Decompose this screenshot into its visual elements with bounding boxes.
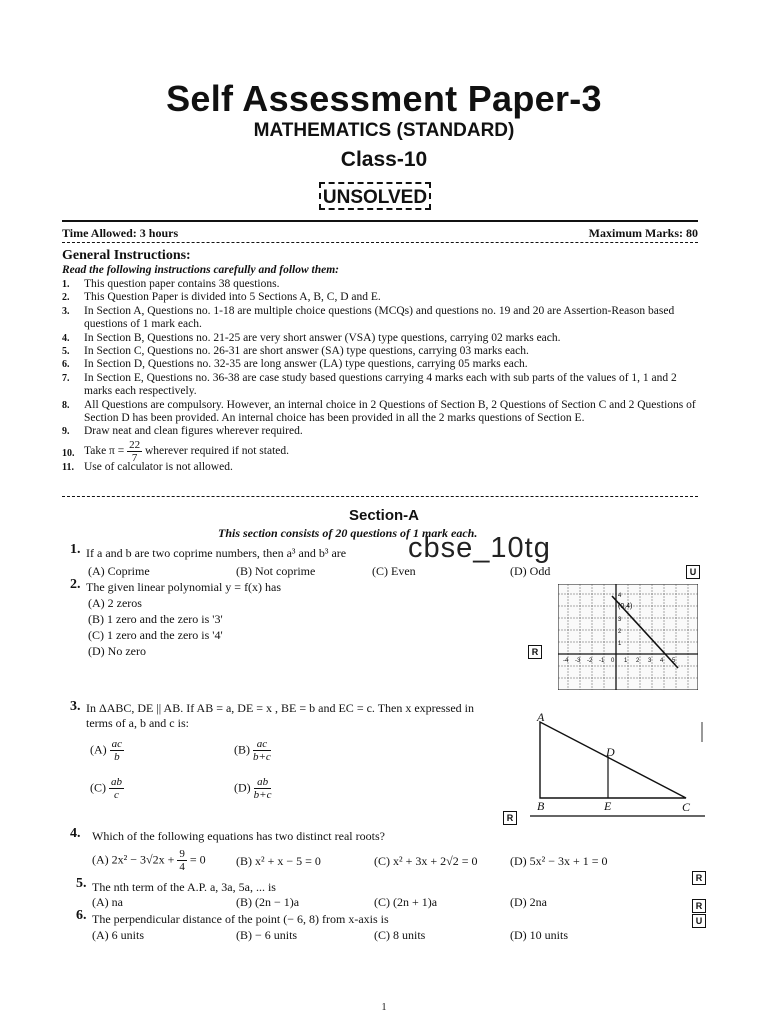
instruction-item: 5. In Section C, Questions no. 26-31 are short answer (SA) type questions, carrying 03 marks each. xyxy=(62,345,529,358)
option: (B) $\frac{ac}{b+c}$ xyxy=(234,738,271,763)
y-tick: 2 xyxy=(618,629,622,635)
x-tick: 3 xyxy=(648,658,652,664)
instructions-heading: General Instructions: xyxy=(62,248,191,263)
difficulty-tag: R xyxy=(692,899,706,913)
instructions-list xyxy=(62,278,698,474)
question-text: If a and b are two coprime numbers, then a³ and b³ are xyxy=(86,546,347,560)
question-number: 5. xyxy=(76,876,87,891)
instruction-item: 6. In Section D, Questions no. 32-35 are long answer (LA) type questions, carrying 05 marks each. xyxy=(62,358,528,371)
option: (D) Odd xyxy=(510,564,551,578)
option: (A) 6 units xyxy=(92,928,144,942)
option: (B) − 6 units xyxy=(236,928,298,942)
option: (A) 2x² − 3√2x + $\frac{9}{4}$ = 0 xyxy=(92,848,206,873)
question-number: 2. xyxy=(70,577,81,592)
option: (A) Coprime xyxy=(88,564,150,578)
x-tick: 0 xyxy=(611,658,615,664)
x-tick: 1 xyxy=(624,658,628,664)
y-tick: 1 xyxy=(618,641,622,647)
difficulty-tag: R xyxy=(692,871,706,885)
instruction-item: 9. Draw neat and clean figures wherever required. xyxy=(62,425,303,438)
difficulty-tag: R xyxy=(503,811,517,825)
vertex-c-label: C xyxy=(682,800,691,814)
option: (D) $\frac{ab}{b+c}$ xyxy=(234,776,272,801)
option: (C) $\frac{ab}{c}$ xyxy=(90,776,122,801)
question-number: 6. xyxy=(76,908,87,923)
option: (A) na xyxy=(92,895,123,909)
section-subtitle: This section consists of 20 questions of 1 mark each. xyxy=(218,526,478,540)
page-number: 1 xyxy=(381,1002,387,1013)
instruction-item: 7. In Section E, Questions no. 36-38 are case study based questions carrying 4 marks each with sub parts of the values of 1, 1 and 2 marks each respectively. xyxy=(62,371,677,398)
option: (A) $\frac{ac}{b}$ xyxy=(90,738,123,763)
option: (B) 1 zero and the zero is '3' xyxy=(88,612,223,626)
option: (D) 5x² − 3x + 1 = 0 xyxy=(510,854,608,868)
subject-title: MATHEMATICS (STANDARD) xyxy=(253,120,515,141)
y-tick: 4 xyxy=(618,593,622,599)
instructions-divider xyxy=(62,496,698,497)
x-tick: -4 xyxy=(563,658,569,664)
question-text: The given linear polynomial y = f(x) has xyxy=(86,580,282,594)
x-tick: -3 xyxy=(575,658,581,664)
difficulty-tag: U xyxy=(692,914,706,928)
option: (B) Not coprime xyxy=(236,564,316,578)
instruction-item: 4. In Section B, Questions no. 21-25 are very short answer (VSA) type questions, carrying 02 marks each. xyxy=(62,331,561,344)
question-text: In ΔABC, DE || AB. If AB = a, DE = x , BE = b and EC = c. Then x expressed in xyxy=(86,701,474,715)
question-number: 1. xyxy=(70,542,81,557)
question-text: The nth term of the A.P. a, 3a, 5a, ... is xyxy=(92,880,276,894)
option: (D) 10 units xyxy=(510,928,568,942)
pi-fraction: $\frac{22}{7}$ xyxy=(129,438,141,464)
header-rule xyxy=(62,220,698,222)
unsolved-badge: UNSOLVED xyxy=(319,182,431,210)
x-tick: 4 xyxy=(660,658,664,664)
option: (A) 2 zeros xyxy=(88,596,142,610)
triangle-figure xyxy=(530,712,705,824)
question-text: terms of a, b and c is: xyxy=(86,716,189,730)
x-tick: -1 xyxy=(599,658,605,664)
x-tick: -2 xyxy=(587,658,593,664)
instruction-item: 2. This Question Paper is divided into 5 Sections A, B, C, D and E. xyxy=(62,291,381,304)
question-text: Which of the following equations has two distinct real roots? xyxy=(92,829,385,843)
difficulty-tag: U xyxy=(686,565,700,579)
x-tick: 5 xyxy=(672,658,676,664)
instruction-item: 3. In Section A, Questions no. 1-18 are multiple choice questions (MCQs) and questions no. 19 and 20 are Assertion-Reason based questions of 1 mark each. xyxy=(62,304,675,331)
section-title: Section-A xyxy=(348,507,419,524)
time-allowed: Time Allowed: 3 hours xyxy=(62,226,179,240)
point-d-label: D xyxy=(606,745,615,759)
instruction-item: 11. Use of calculator is not allowed. xyxy=(62,460,233,473)
point-label: (0,4) xyxy=(618,603,633,610)
option: (D) No zero xyxy=(88,644,146,658)
instruction-item: 10. Take π = $\frac{22}{7}$ wherever required if not stated. xyxy=(62,438,289,464)
vertex-b-label: B xyxy=(537,799,545,813)
paper-title: Self Assessment Paper-3 xyxy=(166,78,602,119)
vertex-a-label: A xyxy=(537,712,545,724)
meta-divider xyxy=(62,242,698,243)
max-marks: Maximum Marks: 80 xyxy=(588,226,698,240)
instructions-lead: Read the following instructions carefully and follow them: xyxy=(62,264,339,276)
question-number: 3. xyxy=(70,699,81,714)
question-text: The perpendicular distance of the point (− 6, 8) from x-axis is xyxy=(92,912,389,926)
class-label: Class-10 xyxy=(340,148,428,171)
instruction-item: 8. All Questions are compulsory. However, an internal choice in 2 Questions of Section B, 2 Questions of Section C and 2 Questions of Section D has been provided. An internal choice has been provided in all the 2 marks questions of Section E. xyxy=(62,398,696,425)
point-e-label: E xyxy=(604,799,612,813)
option: (D) 2na xyxy=(510,895,547,909)
polynomial-graph xyxy=(558,584,698,690)
option: (C) x² + 3x + 2√2 = 0 xyxy=(374,854,478,868)
option: (C) Even xyxy=(372,564,416,578)
option: (B) x² + x − 5 = 0 xyxy=(236,854,321,868)
option: (C) (2n + 1)a xyxy=(374,895,438,909)
watermark: cbse_10tg xyxy=(408,532,551,564)
instruction-item: 1. This question paper contains 38 questions. xyxy=(62,278,280,290)
question-number: 4. xyxy=(70,826,81,841)
y-tick: 3 xyxy=(618,617,622,623)
x-tick: 2 xyxy=(636,658,640,664)
option: (C) 8 units xyxy=(374,928,426,942)
option: (B) (2n − 1)a xyxy=(236,895,300,909)
option: (C) 1 zero and the zero is '4' xyxy=(88,628,223,642)
difficulty-tag: R xyxy=(528,645,542,659)
